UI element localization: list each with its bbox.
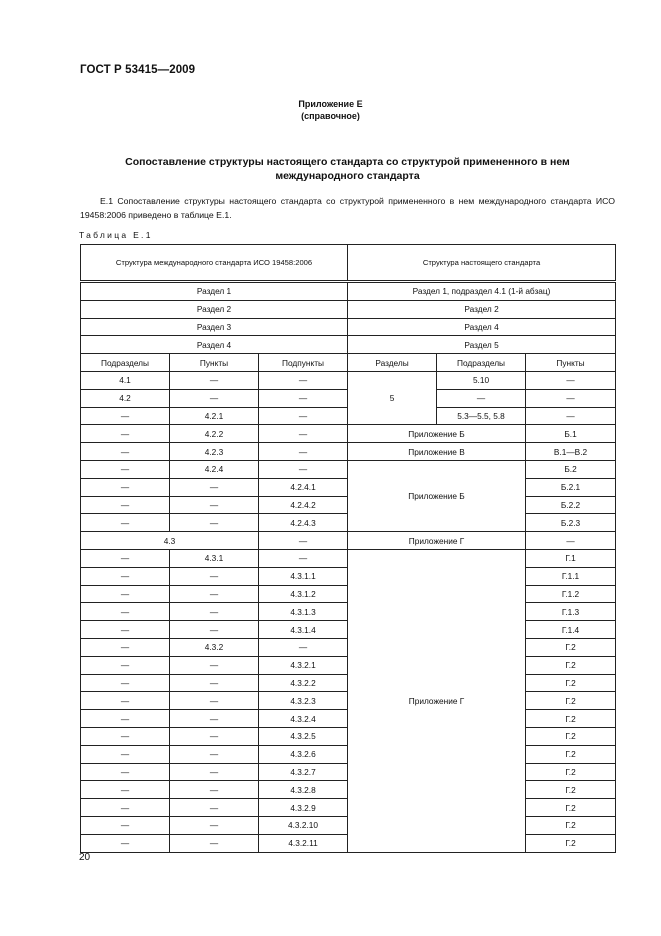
cell-iso-point: — [170,834,259,852]
cell-iso-subpoint: 4.3.2.2 [259,674,348,692]
cell-local-item: Б.1 [526,425,616,443]
cell-local-item: Б.2 [526,460,616,478]
cell-iso-point: — [170,567,259,585]
cell-iso-subsection: — [81,816,170,834]
cell-iso-subpoint: 4.3.2.5 [259,727,348,745]
cell-local-subsection: 5.3—5.5, 5.8 [437,407,526,425]
table-row [81,371,616,389]
cell-local-annex: Приложение Б [348,425,526,443]
cell-local-item: Г.2 [526,692,616,710]
column-header: Подразделы [437,354,526,372]
cell-local-item: Г.1.2 [526,585,616,603]
cell-local-item: В.1—В.2 [526,443,616,461]
local-section: Раздел 1, подраздел 4.1 (1-й абзац) [348,282,616,301]
cell-local-annex: Приложение В [348,443,526,461]
cell-iso-point: — [170,727,259,745]
column-header: Разделы [348,354,437,372]
cell-iso-subpoint: 4.3.2.10 [259,816,348,834]
cell-local-item: Г.2 [526,799,616,817]
cell-iso-point: — [170,603,259,621]
cell-iso-subpoint: — [259,549,348,567]
cell-iso-subpoint: — [259,460,348,478]
cell-local-item: Г.2 [526,710,616,728]
cell-iso-point: — [170,621,259,639]
cell-local-item: Г.2 [526,834,616,852]
cell-iso-subpoint: — [259,638,348,656]
cell-iso-subpoint: — [259,371,348,389]
cell-iso-subsection: — [81,656,170,674]
cell-iso-point: 4.2.3 [170,443,259,461]
comparison-table [80,244,616,853]
cell-iso-subsection: — [81,745,170,763]
cell-iso-point: — [170,478,259,496]
cell-iso-point: — [170,514,259,532]
cell-iso-subpoint: 4.3.2.4 [259,710,348,728]
cell-iso-point: — [170,656,259,674]
column-header: Подпункты [259,354,348,372]
annex-main-title [80,155,615,183]
cell-local-annex: Приложение Г [348,532,526,550]
cell-iso-subsection: — [81,425,170,443]
cell-iso-point: — [170,674,259,692]
cell-iso-subpoint: 4.3.2.7 [259,763,348,781]
cell-iso-subsection: — [81,727,170,745]
cell-iso-subpoint: 4.3.2.8 [259,781,348,799]
cell-iso-subsection: — [81,514,170,532]
section-row [81,300,616,318]
cell-local-subsection: — [437,389,526,407]
cell-iso-subpoint: — [259,443,348,461]
cell-iso-subpoint: — [259,425,348,443]
header-local-structure: Структура настоящего стандарта [348,245,616,282]
header-iso-structure: Структура международного стандарта ИСО 19458:2006 [81,245,348,282]
intro-paragraph: Е.1 Сопоставление структуры настоящего стандарта со структурой примененного в нем международного стандарта ИСО 19458:2006 приведено в таблице Е.1. [80,196,615,220]
column-header: Пункты [526,354,616,372]
cell-local-item: Г.2 [526,727,616,745]
cell-iso-subpoint: 4.3.1.2 [259,585,348,603]
cell-iso-subsection: 4.3 [81,532,259,550]
cell-iso-subsection: — [81,443,170,461]
cell-iso-subsection: — [81,674,170,692]
table-header-row [81,245,616,282]
iso-section: Раздел 1 [81,282,348,301]
cell-iso-point: — [170,496,259,514]
cell-local-item: Г.1 [526,549,616,567]
cell-iso-subpoint: 4.3.2.9 [259,799,348,817]
cell-iso-subpoint: 4.2.4.2 [259,496,348,514]
cell-local-subsection: 5.10 [437,371,526,389]
cell-iso-point: — [170,816,259,834]
cell-iso-subpoint: 4.3.2.6 [259,745,348,763]
document-code: ГОСТ Р 53415—2009 [80,64,196,76]
title-line-2: международного стандарта [275,170,420,182]
section-row [81,336,616,354]
cell-local-item: — [526,389,616,407]
cell-iso-point: — [170,389,259,407]
section-row [81,282,616,301]
cell-iso-subsection: — [81,460,170,478]
table-caption: Таблица Е.1 [79,230,153,240]
cell-iso-subsection: — [81,478,170,496]
cell-local-item: Г.2 [526,674,616,692]
cell-local-item: — [526,407,616,425]
cell-iso-subpoint: 4.3.1.3 [259,603,348,621]
section-row [81,318,616,336]
cell-local-item: Г.1.3 [526,603,616,621]
cell-local-item: Г.2 [526,816,616,834]
cell-iso-subsection: — [81,407,170,425]
cell-local-item: Б.2.3 [526,514,616,532]
cell-iso-subpoint: 4.2.4.3 [259,514,348,532]
cell-iso-subsection: — [81,585,170,603]
cell-local-item: Г.2 [526,638,616,656]
iso-section: Раздел 3 [81,318,348,336]
cell-local-item: Г.2 [526,656,616,674]
cell-iso-subsection: — [81,692,170,710]
cell-local-item: — [526,371,616,389]
cell-local-item: Г.1.4 [526,621,616,639]
cell-local-item: Б.2.1 [526,478,616,496]
cell-iso-subsection: — [81,710,170,728]
table-row [81,425,616,443]
cell-iso-point: 4.2.4 [170,460,259,478]
cell-iso-subpoint: 4.3.2.3 [259,692,348,710]
cell-iso-subpoint: — [259,407,348,425]
cell-iso-subpoint: — [259,389,348,407]
cell-iso-point: — [170,710,259,728]
title-line-1: Сопоставление структуры настоящего стандарта со структурой примененного в нем [125,156,570,168]
local-section: Раздел 2 [348,300,616,318]
cell-iso-subsection: 4.2 [81,389,170,407]
cell-local-section: 5 [348,371,437,424]
cell-iso-point: — [170,371,259,389]
cell-local-item: Б.2.2 [526,496,616,514]
cell-iso-subpoint: — [259,532,348,550]
iso-section: Раздел 2 [81,300,348,318]
cell-iso-point: 4.2.2 [170,425,259,443]
cell-local-item: Г.2 [526,781,616,799]
annex-kind: (справочное) [301,111,360,121]
cell-iso-point: — [170,692,259,710]
cell-local-annex: Приложение Г [348,549,526,852]
page-number: 20 [79,852,91,863]
cell-iso-point: — [170,763,259,781]
cell-iso-point: — [170,585,259,603]
cell-iso-subsection: — [81,549,170,567]
cell-iso-point: 4.2.1 [170,407,259,425]
cell-iso-point: — [170,745,259,763]
cell-iso-subpoint: 4.2.4.1 [259,478,348,496]
cell-local-item: Г.2 [526,745,616,763]
cell-iso-subsection: — [81,621,170,639]
cell-local-item: — [526,532,616,550]
cell-iso-subsection: — [81,496,170,514]
column-header: Подразделы [81,354,170,372]
annex-heading [0,98,661,122]
table-row [81,532,616,550]
cell-iso-point: 4.3.2 [170,638,259,656]
cell-iso-subsection: — [81,834,170,852]
local-section: Раздел 4 [348,318,616,336]
table-row [81,549,616,567]
cell-iso-subsection: — [81,763,170,781]
cell-iso-subsection: — [81,638,170,656]
cell-iso-subsection: 4.1 [81,371,170,389]
cell-iso-subpoint: 4.3.2.11 [259,834,348,852]
cell-local-item: Г.1.1 [526,567,616,585]
cell-iso-subpoint: 4.3.2.1 [259,656,348,674]
cell-iso-subsection: — [81,799,170,817]
annex-title: Приложение Е [298,99,363,109]
column-header-row [81,354,616,372]
cell-iso-point: — [170,781,259,799]
cell-iso-subpoint: 4.3.1.1 [259,567,348,585]
local-section: Раздел 5 [348,336,616,354]
column-header: Пункты [170,354,259,372]
table-row [81,460,616,478]
iso-section: Раздел 4 [81,336,348,354]
table-row [81,443,616,461]
cell-iso-subpoint: 4.3.1.4 [259,621,348,639]
cell-iso-subsection: — [81,781,170,799]
cell-iso-subsection: — [81,567,170,585]
cell-iso-point: 4.3.1 [170,549,259,567]
cell-iso-subsection: — [81,603,170,621]
cell-iso-point: — [170,799,259,817]
cell-local-item: Г.2 [526,763,616,781]
cell-local-annex: Приложение Б [348,460,526,531]
